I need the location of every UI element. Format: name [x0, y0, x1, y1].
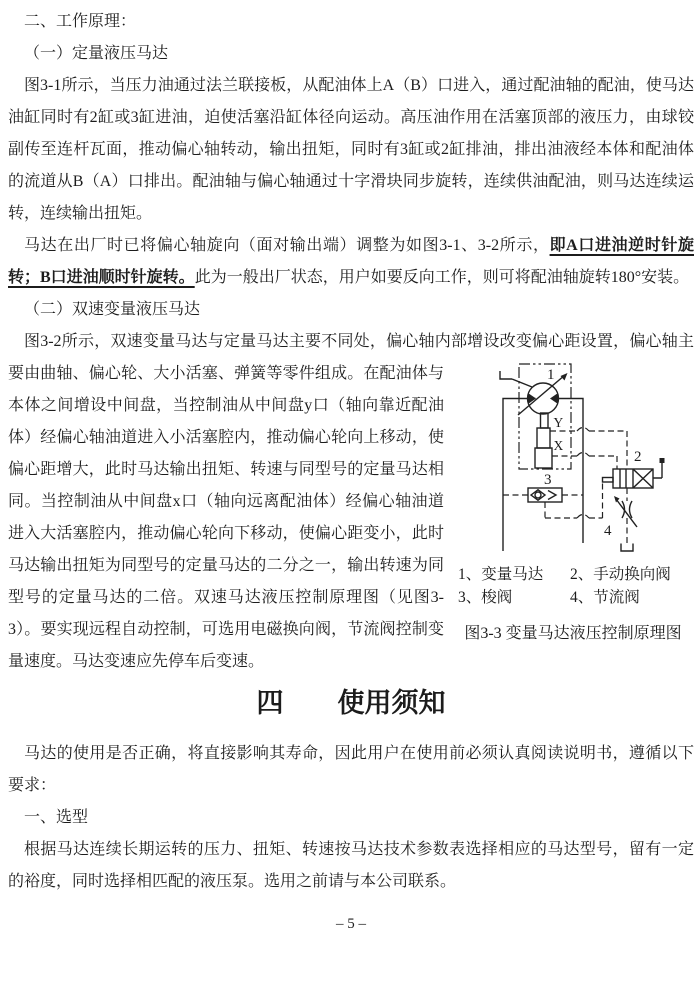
- shuttle-number-label: 3: [544, 472, 552, 488]
- legend-item-4: 4、节流阀: [570, 589, 640, 606]
- legend-row-1: [452, 563, 694, 586]
- hand-valve-lever-knob: [660, 458, 665, 463]
- figure-3-3: [452, 358, 694, 654]
- hand-valve-number-label: 2: [634, 449, 642, 465]
- hand-valve-lever: [653, 462, 662, 478]
- legend-item-3: 3、梭阀: [458, 589, 513, 606]
- paragraph-fixed-motor: 图3-1所示，当压力油通过法兰联接板，从配油体上A（B）口进入，通过配油轴的配油，使马达油缸同时有2缸或3缸进油，迫使活塞沿缸体径向运动。高压油作用在活塞顶部的液压力，由球铰副传至连杆瓦面，推动偏心轴转动，输出扭矩，同时有3缸或2缸排油，排出油液经本体和配油体的流道从B（A）口排出。配油轴与偏心轴通过十字滑块同步旋转，连续供油配油，则马达连续运转，连续输出扭矩。: [8, 77, 694, 222]
- figure-caption: 图3-3 变量马达液压控制原理图: [464, 625, 682, 642]
- hand-valve-port-stub: [603, 478, 614, 483]
- subsection-1-heading: （一）定量液压马达: [24, 45, 169, 62]
- large-piston-chamber: [535, 448, 552, 468]
- section2-heading: 二、工作原理：: [24, 13, 137, 30]
- rotation-text-a: 马达在出厂时已将偏心轴旋向（面对输出端）调整为如图3-1、3-2所示，: [24, 237, 550, 254]
- paragraph-variable-motor: [8, 326, 694, 678]
- rotation-rule-emphasis: 即A口进油逆时针旋转；B口进油顺时针旋转。: [8, 237, 694, 286]
- section4-heading: 四 使用须知: [256, 688, 446, 718]
- motor-flow-arrow-right: [550, 393, 558, 404]
- small-piston-chamber: [537, 428, 550, 448]
- subsection-2-heading: （二）双速变量液压马达: [24, 301, 201, 318]
- shuttle-valve-ball: [535, 492, 541, 498]
- drain-tank-icon: [500, 371, 512, 379]
- pilot-line-x: [552, 456, 617, 469]
- port-y-label: Y: [553, 415, 564, 430]
- tank-icon: [621, 544, 633, 552]
- hand-valve-closed-x: [633, 469, 653, 488]
- paragraph-usage-intro: 马达的使用是否正确，将直接影响其寿命，因此用户在使用前必须认真阅读说明书，遵循以下要求：: [8, 745, 694, 794]
- variable-motor-body: 要由曲轴、偏心轮、大小活塞、弹簧等零件组成。在配油体与本体之间增设中间盘，当控制油从中间盘y口（轴向靠近配油体）经偏心轴油道进入小活塞腔内，推动偏心轮向上移动，使偏心距增大，此时马达输出扭矩、转速与同型号的定量马达相同。当控制油从中间盘x口（轴向远离配油体）经偏心轴油道进入大活塞腔内，推动偏心轮向下移动，使偏心距变小，此时马达输出扭矩为同型号的定量马达的二分之一，输出转速为同型号的定量马达的二倍。双速马达液压控制原理图（见图3-3）。要实现远程自动控制，可选用电磁换向阀，节流阀控制变量速度。马达变速应先停车后变速。: [8, 365, 444, 670]
- drain-line: [512, 379, 532, 387]
- variable-arrow-head: [561, 373, 568, 381]
- motor-number-label: 1: [547, 367, 555, 383]
- throttle-number-label: 4: [604, 523, 612, 539]
- port-x-label: X: [553, 438, 564, 453]
- page-number: – 5 –: [336, 916, 366, 932]
- piston-rod: [541, 413, 549, 428]
- legend-row-2: [452, 586, 694, 609]
- variable-motor-intro: 图3-2所示，双速变量马达与定量马达主要不同处，偏心轴内部增设改变偏心距设置，偏心轴主: [24, 333, 694, 350]
- figure-legend: [452, 563, 694, 609]
- paragraph-selection: 根据马达连续长期运转的压力、扭矩、转速按马达技术参数表选择相应的马达型号，留有一定的裕度，同时选择相匹配的液压泵。选用之前请与本公司联系。: [8, 841, 694, 890]
- legend-item-2: 2、手动换向阀: [570, 566, 671, 583]
- shuttle-valve-chevron: [548, 491, 556, 500]
- subsection-selection-heading: 一、选型: [24, 809, 89, 826]
- rotation-text-b: 此为一般出厂状态，用户如要反向工作，则可将配油轴旋转180°安装。: [194, 269, 690, 286]
- paragraph-rotation-direction: [8, 230, 694, 294]
- legend-item-1: 1、变量马达: [458, 566, 544, 583]
- hydraulic-circuit-diagram: [452, 358, 694, 563]
